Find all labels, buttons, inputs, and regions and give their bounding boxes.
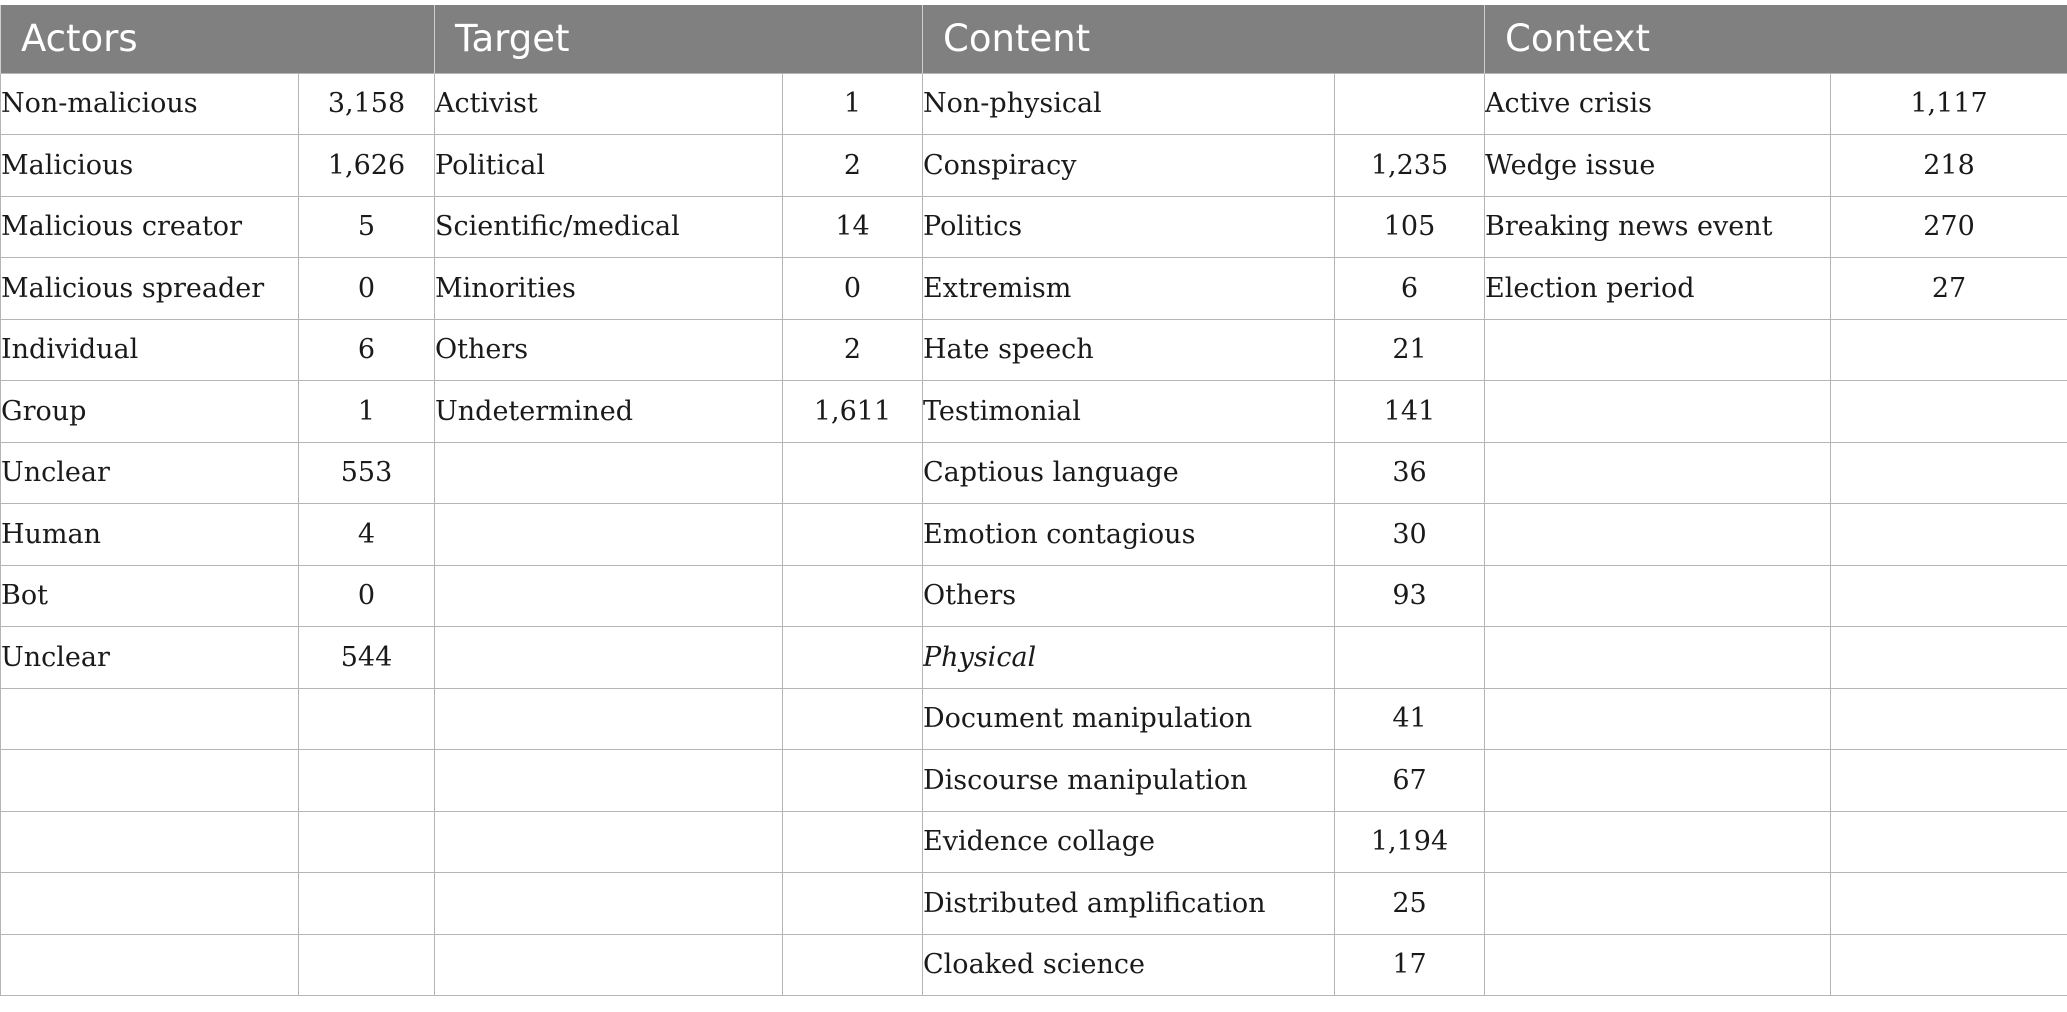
cell-actors-label: Group [1, 381, 299, 443]
cell-context-count [1831, 319, 2067, 381]
cell-content-count: 105 [1335, 196, 1485, 258]
cell-target-count [783, 873, 923, 935]
table-row [1, 627, 2067, 689]
cell-actors-count: 1,626 [299, 135, 435, 197]
cell-actors-count: 0 [299, 258, 435, 320]
cell-actors-count [299, 934, 435, 996]
cell-context-label [1485, 442, 1831, 504]
cell-context-label [1485, 688, 1831, 750]
header-target: Target [435, 5, 923, 73]
cell-target-label [435, 565, 783, 627]
table-row [1, 811, 2067, 873]
cell-target-count [783, 627, 923, 689]
cell-target-count [783, 811, 923, 873]
cell-actors-count: 3,158 [299, 73, 435, 135]
cell-context-count [1831, 873, 2067, 935]
table-row [1, 565, 2067, 627]
cell-content-label: Extremism [923, 258, 1335, 320]
cell-target-count [783, 750, 923, 812]
cell-actors-count [299, 750, 435, 812]
cell-content-label: Discourse manipulation [923, 750, 1335, 812]
header-content: Content [923, 5, 1485, 73]
cell-context-label: Breaking news event [1485, 196, 1831, 258]
cell-target-label [435, 811, 783, 873]
cell-actors-label [1, 934, 299, 996]
cell-target-label: Political [435, 135, 783, 197]
cell-context-label [1485, 750, 1831, 812]
cell-target-count: 0 [783, 258, 923, 320]
cell-content-count: 41 [1335, 688, 1485, 750]
cell-content-label: Physical [923, 627, 1335, 689]
cell-actors-count: 5 [299, 196, 435, 258]
cell-actors-label [1, 873, 299, 935]
cell-target-count [783, 934, 923, 996]
cell-content-count: 17 [1335, 934, 1485, 996]
cell-context-label [1485, 319, 1831, 381]
table-row [1, 381, 2067, 443]
header-context: Context [1485, 5, 2067, 73]
cell-target-label [435, 873, 783, 935]
table-row [1, 750, 2067, 812]
cell-content-label: Politics [923, 196, 1335, 258]
cell-context-label: Wedge issue [1485, 135, 1831, 197]
cell-actors-count [299, 688, 435, 750]
cell-target-label [435, 627, 783, 689]
table-row [1, 196, 2067, 258]
cell-actors-count: 553 [299, 442, 435, 504]
cell-target-label: Minorities [435, 258, 783, 320]
cell-actors-label: Malicious spreader [1, 258, 299, 320]
cell-context-label [1485, 504, 1831, 566]
cell-target-label: Others [435, 319, 783, 381]
taxonomy-table [0, 5, 2067, 996]
cell-content-label: Hate speech [923, 319, 1335, 381]
cell-context-label [1485, 565, 1831, 627]
cell-context-label [1485, 627, 1831, 689]
cell-content-label: Distributed amplification [923, 873, 1335, 935]
table-row [1, 873, 2067, 935]
cell-content-count: 1,194 [1335, 811, 1485, 873]
cell-target-label [435, 442, 783, 504]
cell-target-label: Undetermined [435, 381, 783, 443]
cell-actors-label: Human [1, 504, 299, 566]
cell-actors-count: 1 [299, 381, 435, 443]
cell-content-label: Document manipulation [923, 688, 1335, 750]
table-row [1, 504, 2067, 566]
cell-context-count [1831, 381, 2067, 443]
table-row [1, 258, 2067, 320]
cell-content-label: Cloaked science [923, 934, 1335, 996]
cell-content-count: 21 [1335, 319, 1485, 381]
cell-context-label: Election period [1485, 258, 1831, 320]
header-actors: Actors [1, 5, 435, 73]
cell-actors-count: 0 [299, 565, 435, 627]
cell-content-count: 1,235 [1335, 135, 1485, 197]
cell-actors-count [299, 873, 435, 935]
cell-target-count: 2 [783, 135, 923, 197]
table-row [1, 73, 2067, 135]
cell-actors-label: Malicious creator [1, 196, 299, 258]
cell-actors-label: Malicious [1, 135, 299, 197]
cell-context-count [1831, 627, 2067, 689]
cell-actors-label: Bot [1, 565, 299, 627]
cell-target-label [435, 504, 783, 566]
cell-target-count: 1 [783, 73, 923, 135]
header-row [1, 5, 2067, 73]
cell-context-count [1831, 934, 2067, 996]
cell-context-count: 1,117 [1831, 73, 2067, 135]
cell-actors-label [1, 688, 299, 750]
cell-context-count [1831, 504, 2067, 566]
cell-target-count: 2 [783, 319, 923, 381]
cell-context-label [1485, 934, 1831, 996]
cell-actors-label [1, 811, 299, 873]
cell-content-label: Evidence collage [923, 811, 1335, 873]
cell-actors-count: 4 [299, 504, 435, 566]
cell-content-label: Testimonial [923, 381, 1335, 443]
cell-context-label [1485, 381, 1831, 443]
cell-context-count [1831, 750, 2067, 812]
cell-content-count: 25 [1335, 873, 1485, 935]
cell-context-count [1831, 688, 2067, 750]
cell-target-count: 1,611 [783, 381, 923, 443]
cell-actors-label [1, 750, 299, 812]
cell-context-label: Active crisis [1485, 73, 1831, 135]
cell-target-label [435, 688, 783, 750]
cell-actors-label: Non-malicious [1, 73, 299, 135]
cell-content-label: Non-physical [923, 73, 1335, 135]
cell-content-count: 67 [1335, 750, 1485, 812]
table-row [1, 934, 2067, 996]
table-row [1, 135, 2067, 197]
cell-content-label: Captious language [923, 442, 1335, 504]
cell-content-count: 141 [1335, 381, 1485, 443]
cell-context-label [1485, 811, 1831, 873]
table-row [1, 319, 2067, 381]
cell-target-count [783, 504, 923, 566]
cell-content-count [1335, 73, 1485, 135]
cell-target-label: Activist [435, 73, 783, 135]
cell-target-label [435, 750, 783, 812]
cell-target-count: 14 [783, 196, 923, 258]
cell-actors-count [299, 811, 435, 873]
cell-context-label [1485, 873, 1831, 935]
cell-actors-count: 544 [299, 627, 435, 689]
cell-content-count: 36 [1335, 442, 1485, 504]
table-row [1, 442, 2067, 504]
cell-content-label: Others [923, 565, 1335, 627]
cell-target-count [783, 688, 923, 750]
cell-content-label: Conspiracy [923, 135, 1335, 197]
cell-content-count: 6 [1335, 258, 1485, 320]
cell-target-label [435, 934, 783, 996]
cell-actors-label: Individual [1, 319, 299, 381]
cell-context-count: 270 [1831, 196, 2067, 258]
cell-context-count: 218 [1831, 135, 2067, 197]
cell-context-count [1831, 811, 2067, 873]
cell-context-count [1831, 442, 2067, 504]
cell-content-count [1335, 627, 1485, 689]
cell-context-count: 27 [1831, 258, 2067, 320]
cell-actors-count: 6 [299, 319, 435, 381]
cell-target-label: Scientific/medical [435, 196, 783, 258]
cell-context-count [1831, 565, 2067, 627]
table-row [1, 688, 2067, 750]
cell-content-count: 30 [1335, 504, 1485, 566]
cell-content-count: 93 [1335, 565, 1485, 627]
cell-actors-label: Unclear [1, 627, 299, 689]
cell-actors-label: Unclear [1, 442, 299, 504]
cell-target-count [783, 442, 923, 504]
cell-target-count [783, 565, 923, 627]
cell-content-label: Emotion contagious [923, 504, 1335, 566]
